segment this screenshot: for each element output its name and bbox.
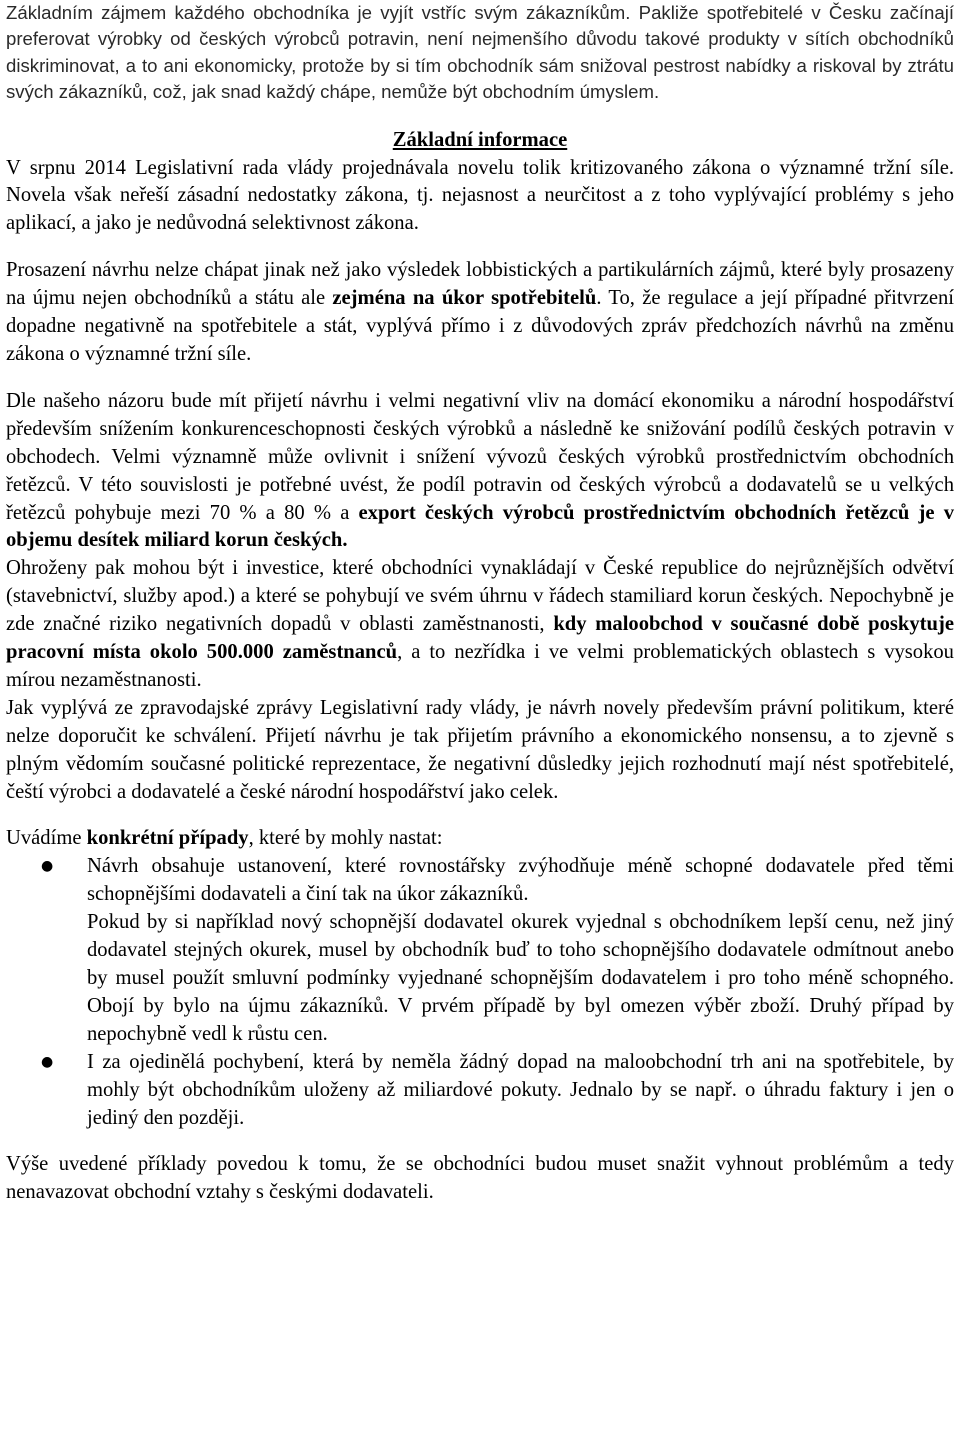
cases-list [6,853,954,1132]
bullet-icon: ● [41,858,54,875]
paragraph-legislative-council: Jak vyplývá ze zpravodajské zprávy Legislativní rady vlády, je návrh novely především právní politikum, které nelze doporučit ke schválení. Přijetí návrhu je tak přijetím právního a ekonomického nonsensu, a to zjevně s plným vědomím současné politické reprezentace, že negativní důsledky jejich rozhodnutí mají nést spotřebitelé, čeští výrobci a dodavatelé a české národní hospodářství jako celek. [6,696,954,803]
case-1-example: Pokud by si například nový schopnější dodavatel okurek vyjednal s obchodníkem lepší cenu, než jiný dodavatel stejných okurek, musel by obchodník buď to toho schopnějšího dodavatele odmítnout anebo by musel použít smluvní podmínky vyjednané schopnějším dodavatelem i pro toho méně schopného. Obojí by bylo na újmu zákazníků. V prvém případě by byl omezen výběr zboží. Druhý případ by nepochybně vedl k růstu cen. [87,911,954,1045]
section-heading: Základní informace [392,128,568,151]
paragraph-lobbying-emphasis: zejména na úkor spotřebitelů [332,287,597,310]
cases-intro-text: Uvádíme [6,827,87,850]
paragraph-economy-emphasis: export českých výrobců prostřednictvím obchodních řetězců je v objemu desítek miliard korun českých. [6,501,955,552]
case-1-text: Návrh obsahuje ustanovení, které rovnostářsky zvýhodňuje méně schopné dodavatele před těmi schopnějšími dodavateli a činí tak na úkor zákazníků. [87,855,954,906]
conclusion-paragraph: Výše uvedené příklady povedou k tomu, že se obchodníci budou muset snažit vyhnout problémům a tedy nenavazovat obchodní vztahy s českými dodavateli. [6,1153,954,1204]
paragraph-investment [6,555,954,695]
paragraph-investment-text-end: , a to nezřídka i ve velmi problematických oblastech s vysokou mírou nezaměstnanosti. [6,641,954,691]
cases-intro-emphasis: konkrétní případy [86,827,249,850]
paragraph-investment-emphasis: kdy maloobchod v současné době poskytuje pracovní místa okolo 500.000 zaměstnanců [6,613,954,664]
intro-paragraph: Základním zájmem každého obchodníka je vyjít vstříc svým zákazníkům. Pakliže spotřebitelé v Česku začínají preferovat výrobky od českých výrobců potravin, není nejmenšího důvodu takové produkty v sítích obchodníků diskriminovat, a to ani ekonomicky, protože by si tím obchodník sám snižoval pestrost nabídky a riskoval by ztrátu svých zákazníků, což, jak snad každý chápe, nemůže být obchodním úmyslem. [6,2,954,103]
list-item [6,1049,954,1133]
paragraph-economy-text: Dle našeho názoru bude mít přijetí návrhu i velmi negativní vliv na domácí ekonomiku a národní hospodářství především snížením konkurenceschopnosti českých výrobků a následně ke snižování podílů českých potravin v obchodech. Velmi významně může ovlivnit i snížení vývozů českých výrobků prostřednictvím obchodních řetězců. V této souvislosti je potřebné uvést, že podíl potravin od českých výrobců a dodavatelů se u velkých řetězců pohybuje mezi 70 % a 80 % a [6,389,954,524]
paragraph-lobbying-text-end: . To, že regulace a její případné přitvrzení dopadne negativně na spotřebitele a stát, vyplývá přímo i z důvodových zpráv předchozích návrhů na změnu zákona o významné tržní síle. [6,287,955,365]
paragraph-investment-text: Ohroženy pak mohou být i investice, které obchodníci vynakládají v České republice do nejrůznějších odvětví (stavebnictví, služby apod.) a které se pohybují ve svém úhrnu v řádech stamiliard korun českých. Nepochybně je zde značné riziko negativních dopadů v oblasti zaměstnanosti, [6,557,954,636]
paragraph-basic-info: V srpnu 2014 Legislativní rada vlády projednávala novelu tolik kritizovaného zákona o významné tržní síle. Novela však neřeší zásadní nedostatky zákona, tj. nejasnost a neurčitost a z toho vyplývající problémy s jeho aplikací, a jako je nedůvodná selektivnost zákona. [6,156,954,235]
paragraph-lobbying [6,257,954,369]
cases-intro-text-end: , které by mohly nastat: [248,827,443,850]
cases-intro [6,825,954,853]
bullet-icon: ● [41,1053,54,1070]
paragraph-economy [6,388,954,555]
paragraph-lobbying-text: Prosazení návrhu nelze chápat jinak než jako výsledek lobbistických a partikulárních zájmů, které byly prosazeny na újmu nejen obchodníků a státu ale [6,259,954,310]
case-2-text: I za ojedinělá pochybení, která by neměla žádný dopad na maloobchodní trh ani na spotřebitele, by mohly být obchodníkům uloženy až miliardové pokuty. Jednalo by se např. o úhradu faktury i jen o jediný den později. [87,1050,954,1129]
list-item [6,853,954,1048]
